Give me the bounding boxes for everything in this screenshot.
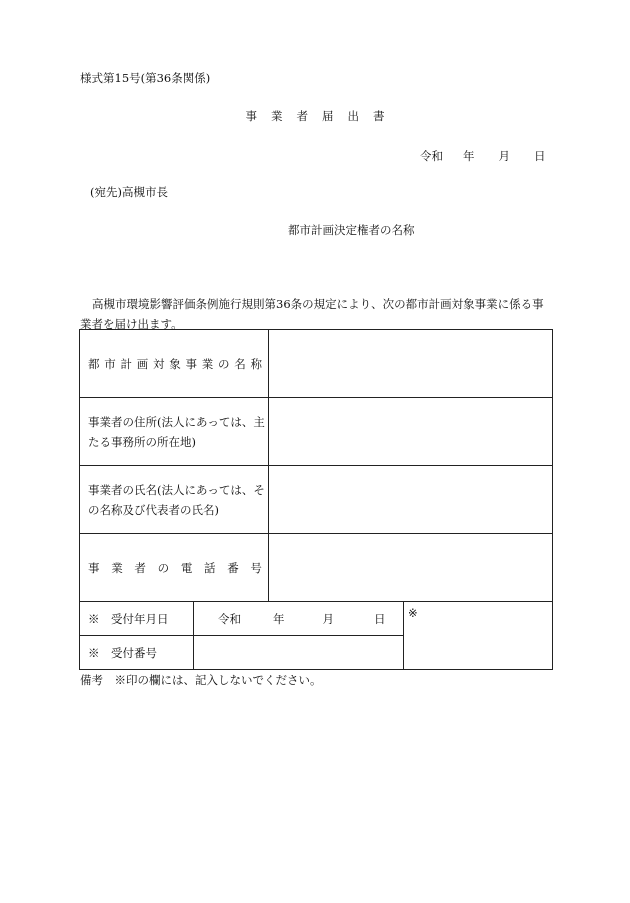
address-field[interactable]: [269, 398, 553, 466]
addressee: (宛先)高槻市長: [90, 185, 168, 199]
label-char: 市: [104, 356, 116, 371]
project-name-label-cell: [80, 330, 269, 398]
date-era: 令和: [420, 149, 443, 163]
date-month: 月: [498, 149, 510, 163]
label-char: 番: [227, 560, 239, 575]
received-date-label: ※ 受付年月日: [80, 602, 194, 636]
table-row-name: [80, 466, 553, 534]
received-date-month: 月: [322, 611, 334, 626]
table-row-received-date: [80, 602, 553, 636]
received-date-era: 令和: [218, 611, 241, 626]
form-number: 様式第15号(第36条関係): [80, 71, 211, 85]
phone-label: [80, 560, 268, 576]
label-char: 事: [185, 356, 197, 371]
label-char: 都: [88, 356, 100, 371]
label-char: 対: [153, 356, 165, 371]
label-char: 業: [201, 356, 214, 371]
label-char: 象: [169, 356, 181, 371]
office-use-mark: ※: [408, 606, 418, 620]
label-char: 業: [111, 560, 123, 575]
label-char: 電: [180, 560, 193, 575]
phone-field[interactable]: [269, 534, 553, 602]
date-year: 年: [463, 149, 475, 163]
label-char: の: [157, 560, 170, 575]
table-row-phone: [80, 534, 553, 602]
label-char: 事: [88, 560, 100, 575]
date-day: 日: [534, 149, 546, 163]
label-char: の: [218, 356, 230, 371]
date-line: [420, 148, 546, 164]
document-title: 事業者届出書: [245, 109, 399, 123]
remarks: 備考 ※印の欄には、記入しないでください。: [80, 673, 322, 687]
table-row-address: [80, 398, 553, 466]
phone-label-cell: [80, 534, 269, 602]
address-label: 事業者の住所(法人にあっては、主たる事務所の所在地): [80, 398, 269, 466]
table-row-project-name: [80, 330, 553, 398]
label-char: 話: [204, 560, 216, 575]
received-number-label: ※ 受付番号: [80, 636, 194, 670]
received-date-value[interactable]: [194, 602, 404, 636]
label-char: 者: [134, 560, 146, 575]
project-name-label: [80, 356, 268, 372]
body-text: 高槻市環境影響評価条例施行規則第36条の規定により、次の都市計画対象事業に係る事業者を届け出ます。: [80, 297, 544, 331]
received-number-field[interactable]: [194, 636, 404, 670]
name-field[interactable]: [269, 466, 553, 534]
office-use-cell[interactable]: [404, 602, 553, 670]
label-char: 号: [250, 560, 262, 575]
name-label: 事業者の氏名(法人にあっては、その名称及び代表者の氏名): [80, 466, 269, 534]
received-date-year: 年: [273, 611, 285, 626]
label-char: 計: [120, 356, 132, 371]
label-char: 名: [234, 356, 246, 371]
project-name-field[interactable]: [269, 330, 553, 398]
label-char: 称: [250, 356, 262, 371]
received-date-day: 日: [374, 611, 386, 626]
form-table: [79, 329, 553, 670]
decision-authority-name: 都市計画決定権者の名称: [288, 223, 415, 237]
label-char: 画: [136, 356, 149, 371]
